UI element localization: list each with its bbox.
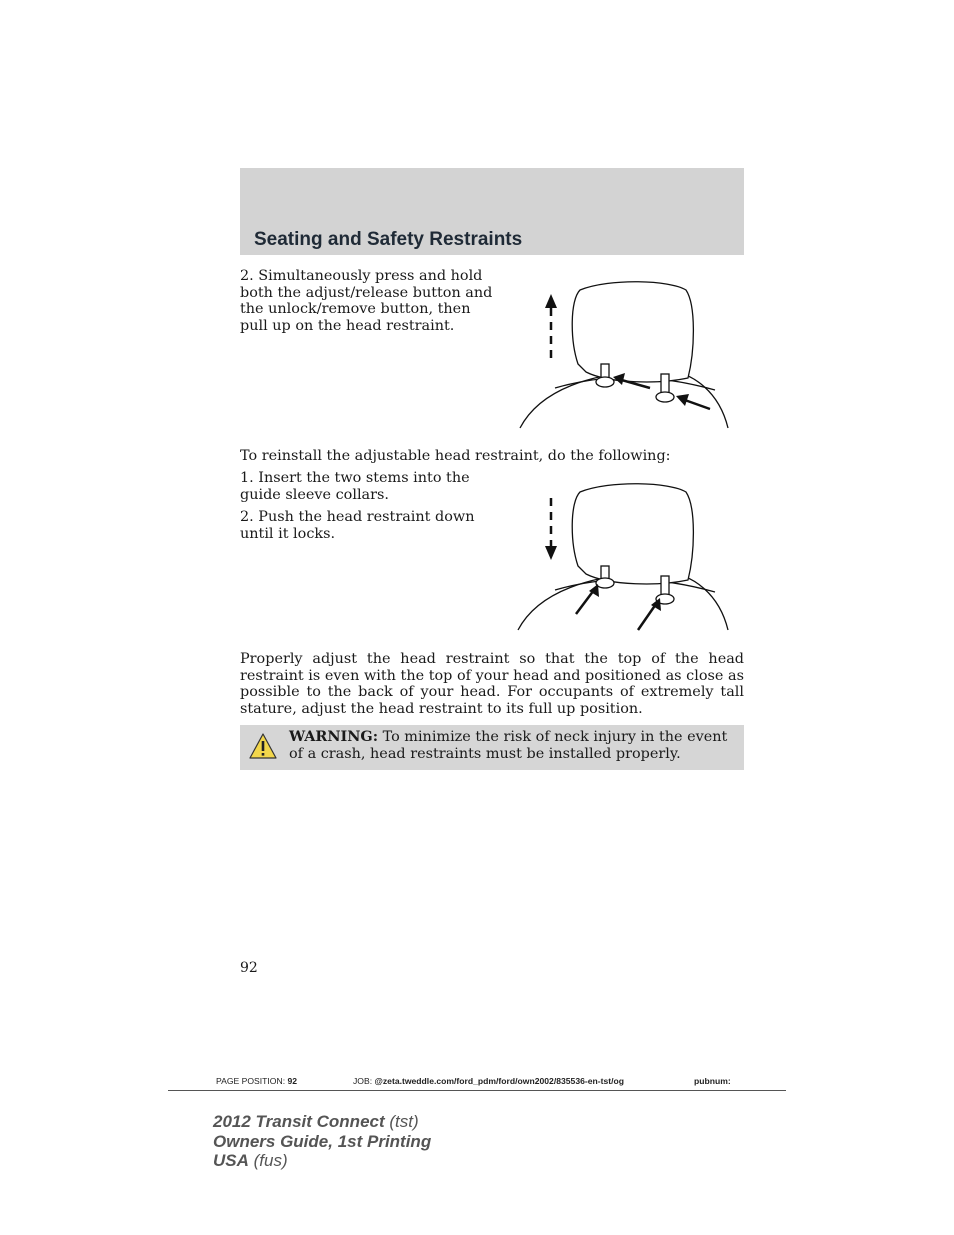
section-title: Seating and Safety Restraints	[254, 229, 523, 250]
pubnum-label: pubnum:	[694, 1076, 731, 1086]
guide-line-2: Owners Guide, 1st Printing	[213, 1131, 432, 1151]
guide-line-1-code: (tst)	[384, 1112, 419, 1131]
job-value: @zeta.tweddle.com/ford_pdm/ford/own2002/835536-en-tst/og	[374, 1076, 625, 1086]
print-footer	[168, 1075, 786, 1091]
reinstall-intro: To reinstall the adjustable head restraint, do the following:	[240, 448, 671, 464]
adjust-paragraph: Properly adjust the head restraint so that the top of the head restraint is even with the top of your head and positioned as close as possible to the back of your head. For occupants of extremely tall stature, adjust the head restraint to its full up position.	[240, 651, 744, 717]
step-remove-text: 2. Simultaneously press and hold both the adjust/release button and the unlock/remove button, then pull up on the head restraint.	[240, 268, 493, 334]
warning-box	[240, 725, 744, 770]
guide-title	[213, 1112, 431, 1171]
warning-text: To minimize the risk of neck injury in the event of a crash, head restraints must be installed properly.	[289, 729, 728, 762]
warning-triangle-icon	[248, 732, 278, 760]
warning-label: WARNING:	[289, 728, 379, 745]
page-position-value: 92	[287, 1076, 298, 1086]
reinstall-step-1: 1. Insert the two stems into the guide sleeve collars.	[240, 470, 470, 503]
warning-message	[289, 729, 739, 762]
reinstall-step-2: 2. Push the head restraint down until it locks.	[240, 509, 475, 542]
head-restraint-removal-figure	[510, 280, 740, 430]
job-label: JOB:	[353, 1076, 373, 1086]
guide-line-3-code: (fus)	[248, 1151, 288, 1170]
guide-line-3: USA	[213, 1151, 249, 1170]
head-restraint-install-figure	[510, 480, 740, 632]
page-number: 92	[240, 960, 258, 976]
guide-line-1: 2012 Transit Connect	[213, 1112, 385, 1131]
page-position-label: PAGE POSITION:	[216, 1076, 286, 1086]
section-header	[240, 168, 744, 255]
